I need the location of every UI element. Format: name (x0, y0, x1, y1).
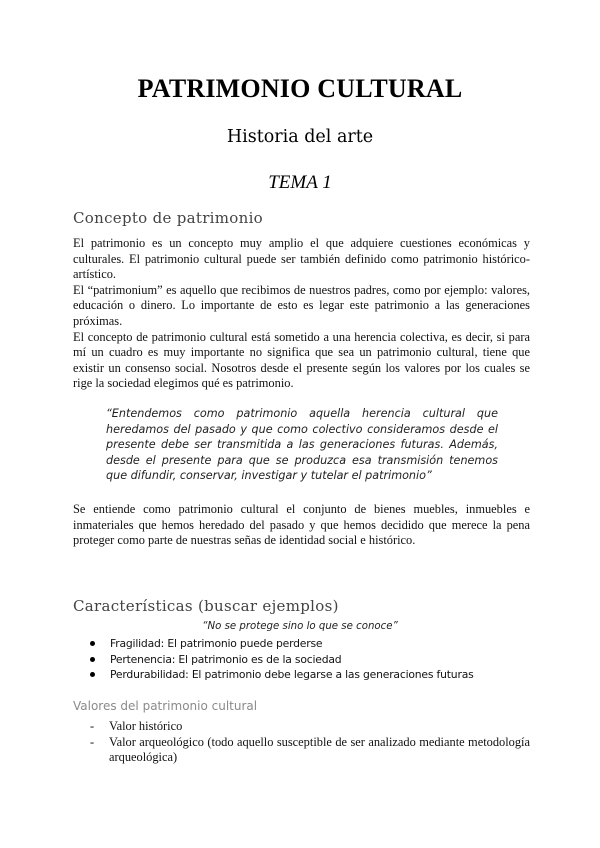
list-item: Fragilidad: El patrimonio puede perderse (90, 636, 474, 652)
valores-list (90, 719, 530, 766)
document-subtitle: Historia del arte (226, 127, 374, 147)
dash-icon: - (90, 719, 95, 733)
concepto-paragraphs (73, 236, 530, 392)
tema-label: TEMA 1 (268, 172, 332, 193)
definition-quote: “Entendemos como patrimonio aquella herencia cultural que heredamos del pasado y que como colectivo consideramos desde el presente debe ser transmitida a las generaciones futuras. Además, desde el presente para que se produzca esa transmisión tenemos que difundir, conservar, investigar y tutelar el patrimonio” (106, 407, 498, 483)
characteristics-list (90, 636, 474, 683)
dash-icon: - (90, 734, 95, 749)
bullet-icon (90, 641, 95, 646)
document-title: PATRIMONIO CULTURAL (137, 74, 463, 103)
list-item: Perdurabilidad: El patrimonio debe legarse a las generaciones futuras (90, 667, 474, 683)
list-item: - Valor histórico (90, 719, 183, 733)
list-item: Pertenencia: El patrimonio es de la sociedad (90, 652, 474, 668)
bullet-icon (90, 672, 95, 677)
paragraph: El “patrimonium” es aquello que recibimos de nuestros padres, como por ejemplo: valores, educación o dinero. Lo importante de esto es legar este patrimonio a las generaciones próximas. (73, 282, 530, 328)
bullet-icon (90, 657, 95, 662)
paragraph: Se entiende como patrimonio cultural el conjunto de bienes muebles, inmuebles e inmateriales que hemos heredado del pasado y que hemos decidido que merece la pena proteger como parte de nuestras señas de identidad social e histórico. (73, 502, 530, 548)
paragraph: El concepto de patrimonio cultural está sometido a una herencia colectiva, es decir, si para mí un cuadro es muy importante no significa que sea un patrimonio cultural, tiene que existir un consenso social. Nosotros desde el presente según los valores por los cuales se rige la sociedad elegimos qué es patrimonio. (73, 329, 530, 391)
list-item: - Valor arqueológico (todo aquello susceptible de ser analizado mediante metodología arqueológica) (90, 734, 530, 765)
section-heading-valores: Valores del patrimonio cultural (73, 699, 258, 713)
section-heading-concepto: Concepto de patrimonio (73, 209, 264, 227)
section-heading-caracteristicas: Características (buscar ejemplos) (73, 597, 339, 615)
closing-paragraph (73, 502, 530, 549)
paragraph: El patrimonio es un concepto muy amplio el que adquiere cuestiones económicas y culturales. El patrimonio cultural puede ser también definido como patrimonio histórico-artístico. (73, 236, 530, 282)
characteristics-quote: “No se protege sino lo que se conoce” (202, 621, 398, 632)
